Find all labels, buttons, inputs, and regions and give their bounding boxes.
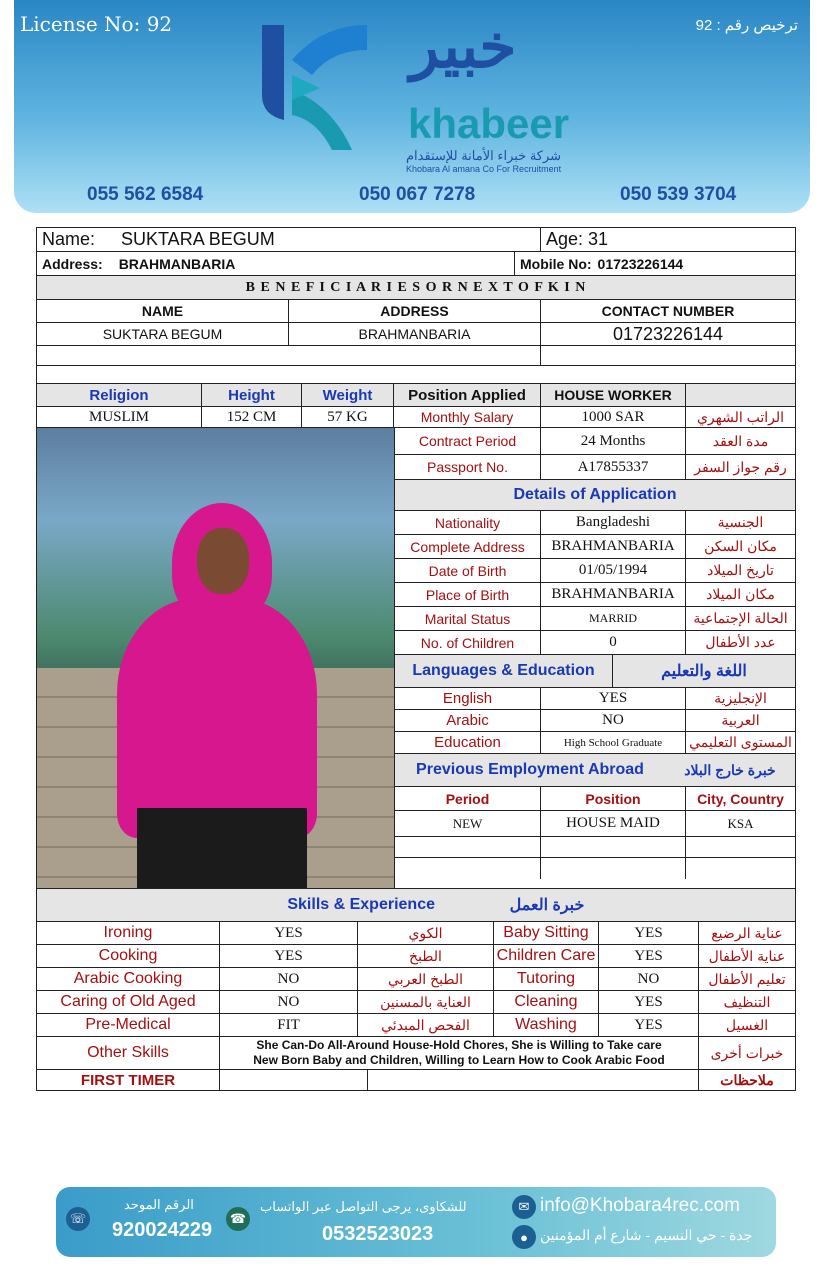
blank-cell: [395, 858, 541, 879]
skill-oldaged-value: NO: [220, 991, 358, 1013]
religion-value: MUSLIM: [37, 407, 202, 427]
languages-title: Languages & Education: [395, 655, 613, 687]
skills-title: Skills & Experience: [287, 896, 435, 913]
footer-banner: [56, 1187, 776, 1257]
arabic-value: NO: [541, 710, 686, 731]
skill-ironing-ar: الكوي: [358, 922, 494, 944]
skill-cleaning-value: YES: [599, 991, 699, 1013]
address-value: BRAHMANBARIA: [118, 255, 236, 272]
address-text: جدة - حي النسيم - شارع أم المؤمنين: [540, 1227, 753, 1243]
complete-address-value: BRAHMANBARIA: [541, 535, 686, 558]
blank-cell: [37, 346, 541, 365]
employment-header-position: Position: [541, 787, 686, 810]
education-label: Education: [395, 732, 541, 753]
employment-title-ar: خبرة خارج البلاد: [684, 761, 776, 778]
salary-value: 1000 SAR: [541, 407, 686, 427]
dob-value: 01/05/1994: [541, 559, 686, 582]
skill-washing-value: YES: [599, 1014, 699, 1036]
religion-header: Religion: [37, 384, 202, 406]
phone-1: 055 562 6584: [87, 184, 204, 205]
employment-position: HOUSE MAID: [541, 811, 686, 836]
mobile-value: 01723226144: [597, 255, 684, 272]
skill-arabiccooking-value: NO: [220, 968, 358, 990]
remarks-ar: ملاحظات: [720, 1071, 774, 1088]
contract-label: Contract Period: [395, 428, 541, 454]
blank-cell: [686, 837, 795, 857]
blank-cell: [220, 1070, 368, 1090]
english-label: English: [395, 688, 541, 709]
kin-name: SUKTARA BEGUM: [37, 323, 289, 345]
blank-cell: [395, 837, 541, 857]
phone-3: 050 539 3704: [620, 184, 737, 205]
employment-header-period: Period: [395, 787, 541, 810]
whatsapp-number: 0532523023: [322, 1223, 434, 1245]
skill-arabiccooking-ar: الطبخ العربي: [358, 968, 494, 990]
age-label: Age: 31: [546, 229, 609, 249]
other-skills-line-2: New Born Baby and Children, Willing to Learn How to Cook Arabic Food: [253, 1053, 665, 1067]
english-value: YES: [541, 688, 686, 709]
license-en: License No: 92: [20, 12, 173, 36]
marital-label: Marital Status: [395, 607, 541, 630]
nationality-label: Nationality: [395, 511, 541, 534]
candidate-photo: [37, 428, 395, 888]
kin-title: B E N E F I C I A R I E S O R N E X T O F K I N: [245, 279, 587, 295]
skill-cooking-label: Cooking: [37, 945, 220, 967]
dob-label: Date of Birth: [395, 559, 541, 582]
phone-icon: ☏: [66, 1207, 90, 1231]
whatsapp-icon: ☎: [226, 1207, 250, 1231]
other-skills-text: [220, 1037, 699, 1069]
pob-label: Place of Birth: [395, 583, 541, 606]
logo-arabic: خبير: [410, 13, 517, 80]
skill-washing-label: Washing: [494, 1014, 599, 1036]
skill-premedical-value: FIT: [220, 1014, 358, 1036]
license-ar: ترخيص رقم : 92: [695, 17, 798, 34]
skill-babysitting-value: YES: [599, 922, 699, 944]
salary-label: Monthly Salary: [394, 407, 541, 427]
children-ar: عدد الأطفال: [705, 634, 776, 650]
blank-cell: [686, 384, 795, 406]
other-skills-label: Other Skills: [37, 1037, 220, 1069]
dob-ar: تاريخ الميلاد: [707, 562, 774, 578]
mobile-cell: [515, 252, 795, 275]
name-cell: [37, 228, 541, 251]
blank-cell: [37, 366, 795, 383]
employment-header-city: City, Country: [697, 790, 784, 807]
skill-premedical-label: Pre-Medical: [37, 1014, 220, 1036]
skill-oldaged-ar: العناية بالمسنين: [358, 991, 494, 1013]
blank-cell: [541, 346, 795, 365]
salary-ar: الراتب الشهري: [696, 408, 785, 425]
employment-period: NEW: [395, 811, 541, 836]
skill-cooking-ar: الطبخ: [358, 945, 494, 967]
children-value: 0: [541, 631, 686, 654]
khabeer-logo-icon: [262, 20, 372, 155]
arabic-label: Arabic: [395, 710, 541, 731]
skill-cleaning-label: Cleaning: [494, 991, 599, 1013]
skill-childrencare-label: Children Care: [494, 945, 599, 967]
email-text[interactable]: info@Khobara4rec.com: [540, 1195, 740, 1216]
phone-2: 050 067 7278: [359, 184, 476, 205]
blank-cell: [541, 837, 686, 857]
blank-cell: [686, 858, 795, 879]
skill-childrencare-value: YES: [599, 945, 699, 967]
skills-title-ar: خبرة العمل: [509, 897, 585, 914]
skill-washing-ar: الغسيل: [725, 1016, 769, 1033]
unified-label: الرقم الموحد: [124, 1197, 194, 1212]
skill-tutoring-label: Tutoring: [494, 968, 599, 990]
name-label: Name:: [42, 229, 96, 249]
pob-ar: مكان الميلاد: [706, 586, 775, 602]
children-label: No. of Children: [395, 631, 541, 654]
location-pin-icon: ●: [512, 1225, 536, 1249]
height-value: 152 CM: [202, 407, 302, 427]
kin-header-name: NAME: [37, 300, 289, 322]
mobile-label: Mobile No:: [520, 255, 592, 272]
weight-value: 57 KG: [302, 407, 394, 427]
marital-value: MARRID: [541, 607, 686, 630]
whatsapp-label: للشكاوى، يرجى التواصل عبر الواتساب: [260, 1199, 467, 1214]
passport-value: A17855337: [541, 455, 686, 479]
education-ar: المستوى التعليمي: [689, 734, 792, 750]
height-header: Height: [202, 384, 302, 406]
skill-arabiccooking-label: Arabic Cooking: [37, 968, 220, 990]
other-skills-line-1: She Can-Do All-Around House-Hold Chores, She is Willing to Take care: [256, 1038, 662, 1052]
kin-contact: 01723226144: [612, 323, 724, 344]
employment-city: KSA: [727, 815, 754, 831]
email-icon: ✉: [512, 1195, 536, 1219]
address-label: Address:: [42, 255, 103, 272]
skill-tutoring-ar: تعليم الأطفال: [708, 970, 786, 987]
skill-tutoring-value: NO: [599, 968, 699, 990]
address-cell: [37, 252, 515, 275]
application-title: Details of Application: [513, 486, 677, 503]
cv-form: [36, 227, 796, 1091]
education-value: High School Graduate: [541, 732, 686, 753]
skill-premedical-ar: الفحص المبدئي: [358, 1014, 494, 1036]
skill-cleaning-ar: التنظيف: [723, 993, 771, 1010]
remarks-value: FIRST TIMER: [37, 1070, 220, 1090]
languages-title-ar: اللغة والتعليم: [661, 663, 747, 680]
other-skills-ar: خبرات أخرى: [710, 1044, 784, 1061]
skill-ironing-value: YES: [220, 922, 358, 944]
arabic-ar: العربية: [721, 712, 760, 728]
kin-address: BRAHMANBARIA: [289, 323, 541, 345]
logo-subtitle-ar: شركة خبراء الأمانة للإستقدام: [406, 148, 562, 163]
passport-label: Passport No.: [395, 455, 541, 479]
nationality-value: Bangladeshi: [541, 511, 686, 534]
weight-header: Weight: [302, 384, 394, 406]
position-value: HOUSE WORKER: [541, 384, 686, 406]
skill-babysitting-label: Baby Sitting: [494, 922, 599, 944]
pob-value: BRAHMANBARIA: [541, 583, 686, 606]
contract-value: 24 Months: [541, 428, 686, 454]
unified-number: 920024229: [112, 1219, 213, 1241]
employment-title: Previous Employment Abroad: [416, 761, 644, 778]
name-value: SUKTARA BEGUM: [121, 229, 275, 249]
skill-babysitting-ar: عناية الرضيع: [711, 924, 783, 941]
passport-ar: رقم جواز السفر: [694, 458, 787, 475]
marital-ar: الحالة الإجتماعية: [693, 610, 788, 626]
complete-address-ar: مكان السكن: [704, 538, 777, 554]
complete-address-label: Complete Address: [395, 535, 541, 558]
position-label: Position Applied: [394, 384, 541, 406]
contract-ar: مدة العقد: [712, 432, 769, 449]
skill-ironing-label: Ironing: [37, 922, 220, 944]
skill-oldaged-label: Caring of Old Aged: [37, 991, 220, 1013]
nationality-ar: الجنسية: [717, 514, 764, 530]
logo-subtitle-en: Khobara Al amana Co For Recruitment: [406, 164, 562, 174]
skill-cooking-value: YES: [220, 945, 358, 967]
kin-header-address: ADDRESS: [289, 300, 541, 322]
blank-cell: [597, 889, 795, 921]
skill-childrencare-ar: عناية الأطفال: [708, 947, 786, 964]
english-ar: الإنجليزية: [714, 690, 767, 706]
header-banner: [14, 0, 810, 213]
blank-cell: [541, 858, 686, 879]
logo-english: khabeer: [408, 100, 570, 147]
blank-cell: [368, 1070, 699, 1090]
kin-header-contact: CONTACT NUMBER: [601, 303, 735, 319]
